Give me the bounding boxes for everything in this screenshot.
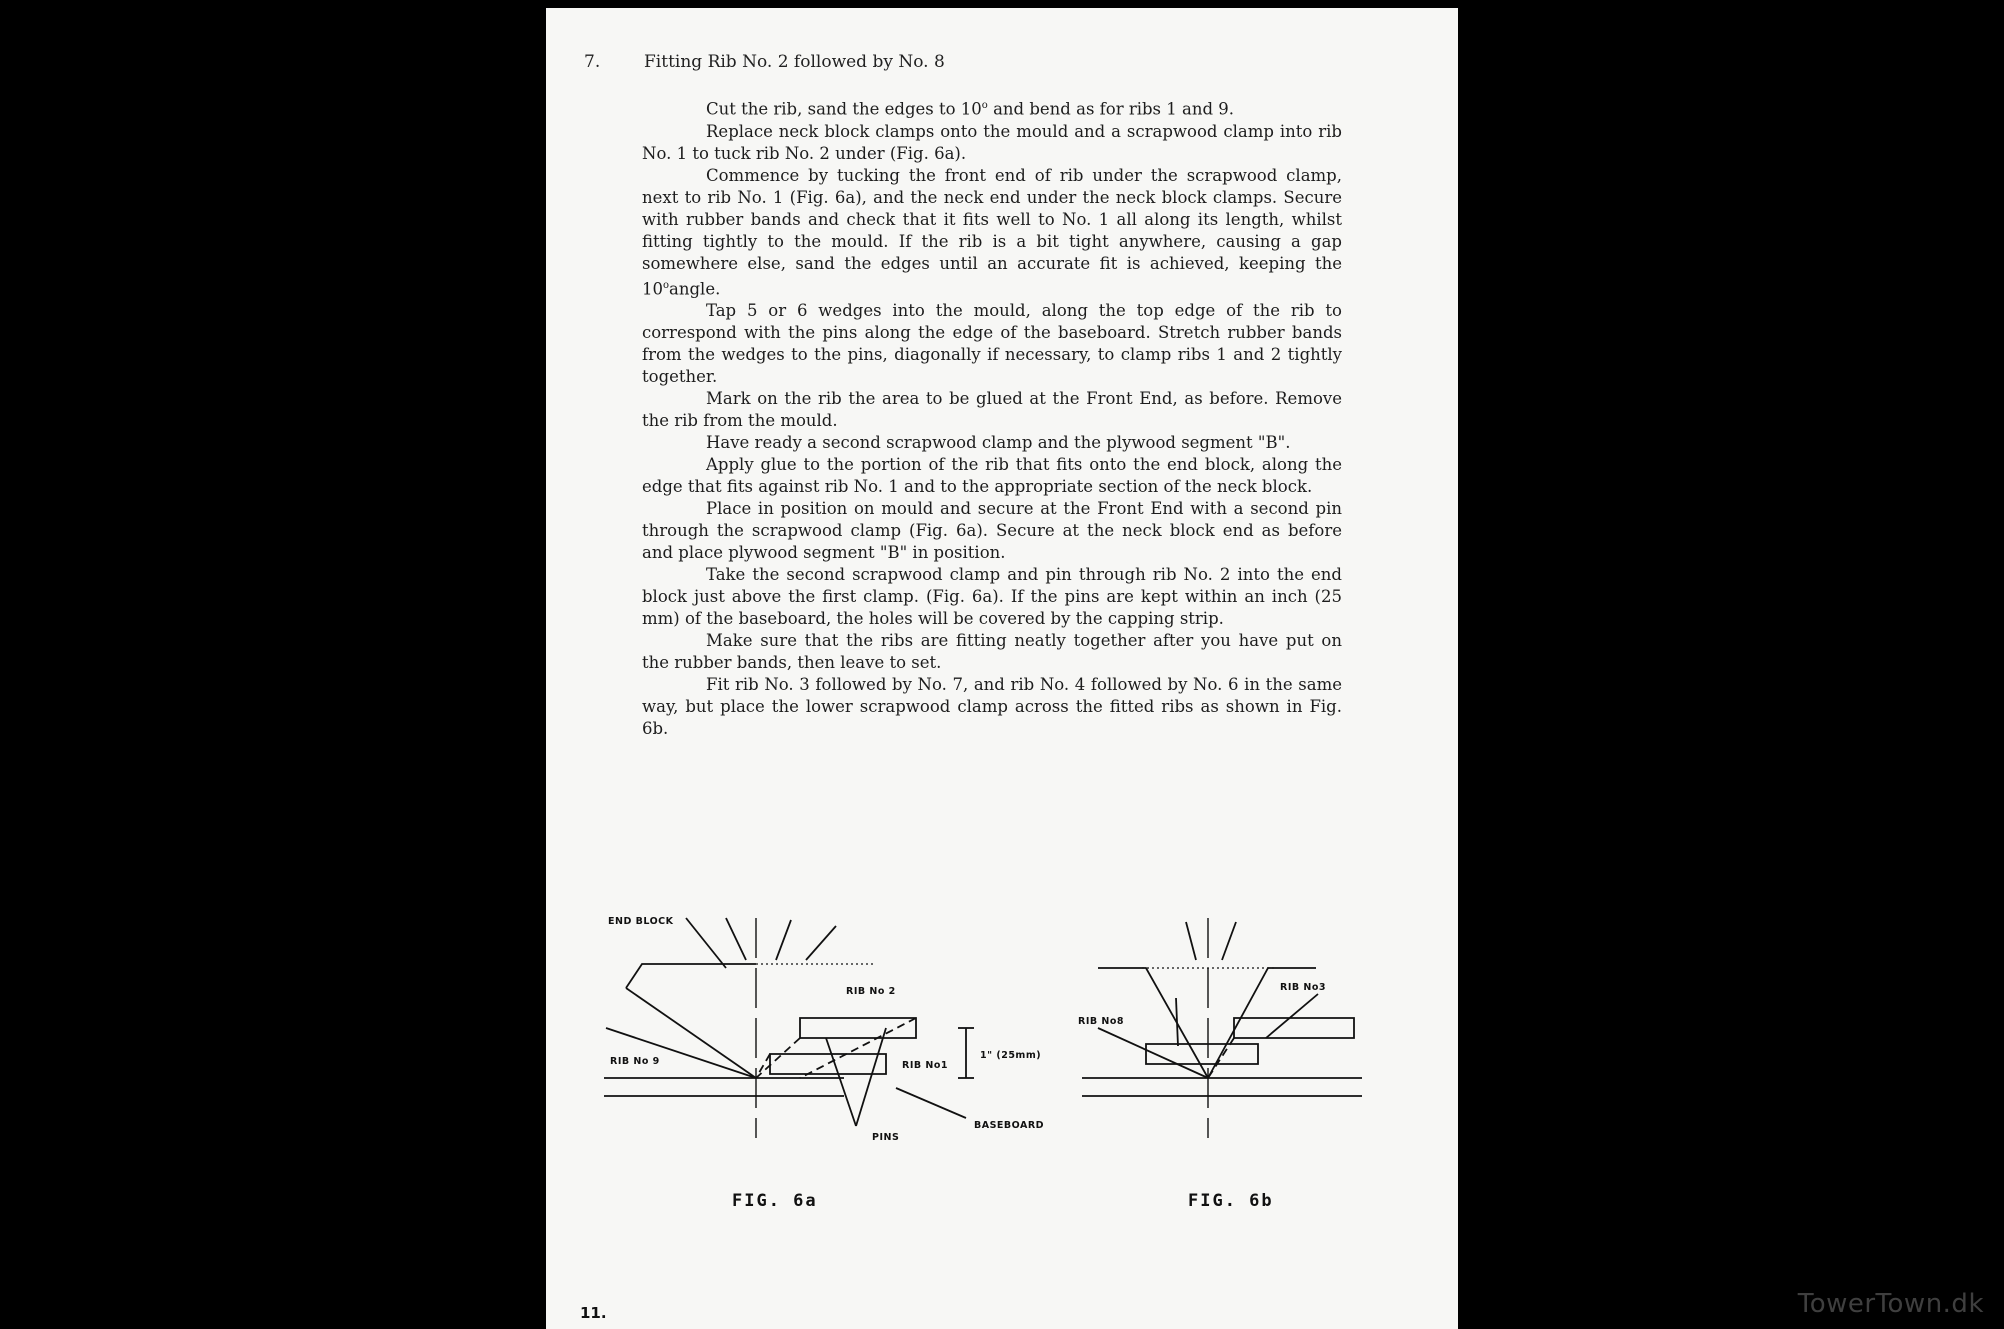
- section-heading: [584, 52, 945, 72]
- paragraph-text-continued: and bend as for ribs 1 and 9.: [987, 99, 1235, 119]
- fig6a-rib1-box: [770, 1054, 886, 1074]
- fig6b-label-rib3: RIB No3: [1280, 982, 1326, 993]
- fig6a-label-end-block: END BLOCK: [608, 916, 674, 927]
- fig6a-label-pins: PINS: [872, 1132, 900, 1143]
- fig6b-ray-1: [1186, 922, 1196, 960]
- paragraph-text-continued: angle.: [669, 279, 721, 298]
- fig6b-rib3-leader: [1266, 994, 1318, 1038]
- fig6b-lower-clamp-box: [1146, 1044, 1258, 1064]
- fig6a-label-rib1: RIB No1: [902, 1060, 948, 1071]
- paragraph-text: Place in position on mould and secure at the Front End with a second pin through the scrapwood clamp (Fig. 6a). Secure at the neck block end as before and place plywood segment "B" in position.: [642, 499, 1342, 562]
- fig6b-ray-2: [1222, 922, 1236, 960]
- paragraph-text: Replace neck block clamps onto the mould and a scrapwood clamp into rib No. 1 to tuck rib No. 2 under (Fig. 6a).: [642, 121, 1342, 163]
- page-number: 11.: [580, 1304, 607, 1322]
- fig6a-end-block-leader: [686, 918, 726, 968]
- body-paragraph: [642, 121, 1342, 165]
- figures-drawing: [546, 888, 1458, 1248]
- fig6a-label-dimension: 1" (25mm): [980, 1050, 1042, 1061]
- fig6b-label-rib8: RIB No8: [1078, 1016, 1124, 1027]
- body-paragraph: [642, 498, 1342, 564]
- fig6b-rib3-box: [1234, 1018, 1354, 1038]
- section-number: 7.: [584, 52, 601, 72]
- body-paragraph: [642, 630, 1342, 674]
- fig6a-ray-2: [776, 920, 791, 960]
- body-paragraph: [642, 432, 1342, 454]
- paragraph-text: Cut the rib, sand the edges to 10: [706, 99, 982, 119]
- degree-superscript: o: [663, 279, 670, 291]
- fig6a-label-rib9: RIB No 9: [610, 1056, 660, 1067]
- paragraph-text: Fit rib No. 3 followed by No. 7, and rib No. 4 followed by No. 6 in the same way, but place the lower scrapwood clamp across the fitted ribs as shown in Fig. 6b.: [642, 675, 1342, 738]
- body-paragraph: [642, 388, 1342, 432]
- body-paragraph: [642, 454, 1342, 498]
- paragraph-text: Tap 5 or 6 wedges into the mould, along the top edge of the rib to correspond with the pins along the edge of the baseboard. Stretch rubber bands from the wedges to the pins, diagonally if necessary, to clamp ribs 1 and 2 tightly together.: [642, 301, 1342, 386]
- body-paragraph: [642, 674, 1342, 740]
- fig6a-label-baseboard: BASEBOARD: [974, 1120, 1045, 1131]
- paragraph-text: Have ready a second scrapwood clamp and the plywood segment "B".: [706, 433, 1291, 452]
- degree-superscript: o: [981, 100, 988, 111]
- manual-page: [546, 8, 1458, 1329]
- paragraph-text: Commence by tucking the front end of rib under the scrapwood clamp, next to rib No. 1 (Fig. 6a), and the neck end under the neck block clamps. Secure with rubber bands and check that it fits well to No. 1 all along its length, whilst fitting tightly to the mould. If the rib is a bit tight anywhere, causing a gap somewhere else, sand the edges until an accurate fit is achieved, keeping the 10: [642, 165, 1342, 298]
- fig6a-label-rib2: RIB No 2: [846, 986, 896, 997]
- fig6a-end-block: [626, 964, 756, 988]
- body-paragraph: [642, 165, 1342, 301]
- paragraph-text: Mark on the rib the area to be glued at the Front End, as before. Remove the rib from the mould.: [642, 389, 1342, 430]
- fig6a-pins-leader-2: [856, 1028, 886, 1126]
- paragraph-text: Take the second scrapwood clamp and pin through rib No. 2 into the end block just above the first clamp. (Fig. 6a). If the pins are kept within an inch (25 mm) of the baseboard, the holes will be covered by the capping strip.: [642, 565, 1342, 628]
- fig6a-baseboard-leader: [896, 1088, 966, 1118]
- fig6a-rib9-line: [606, 1028, 756, 1078]
- fig6a-ray-3: [806, 926, 836, 960]
- fig6a-rib2-dash: [756, 1038, 800, 1078]
- paragraph-text: Apply glue to the portion of the rib that fits onto the end block, along the edge that fits against rib No. 1 and to the appropriate section of the neck block.: [642, 455, 1342, 496]
- body-text: [642, 95, 1342, 740]
- fig6a-caption: FIG. 6a: [732, 1191, 818, 1211]
- section-title: Fitting Rib No. 2 followed by No. 8: [644, 52, 945, 72]
- fig6b-rib8-line: [1098, 1028, 1208, 1078]
- fig6b-caption: FIG. 6b: [1188, 1191, 1274, 1211]
- fig6b-rib8-leader: [1176, 998, 1178, 1046]
- body-paragraph: [642, 564, 1342, 630]
- paragraph-text: Make sure that the ribs are fitting neatly together after you have put on the rubber bands, then leave to set.: [642, 631, 1342, 672]
- fig6a-ray-1: [726, 918, 746, 960]
- fig6a-rib2-diagonal: [800, 1018, 916, 1078]
- figures: [546, 888, 1458, 1248]
- watermark: TowerTown.dk: [1797, 1289, 1984, 1319]
- body-paragraph: [642, 95, 1342, 121]
- body-paragraph: [642, 300, 1342, 388]
